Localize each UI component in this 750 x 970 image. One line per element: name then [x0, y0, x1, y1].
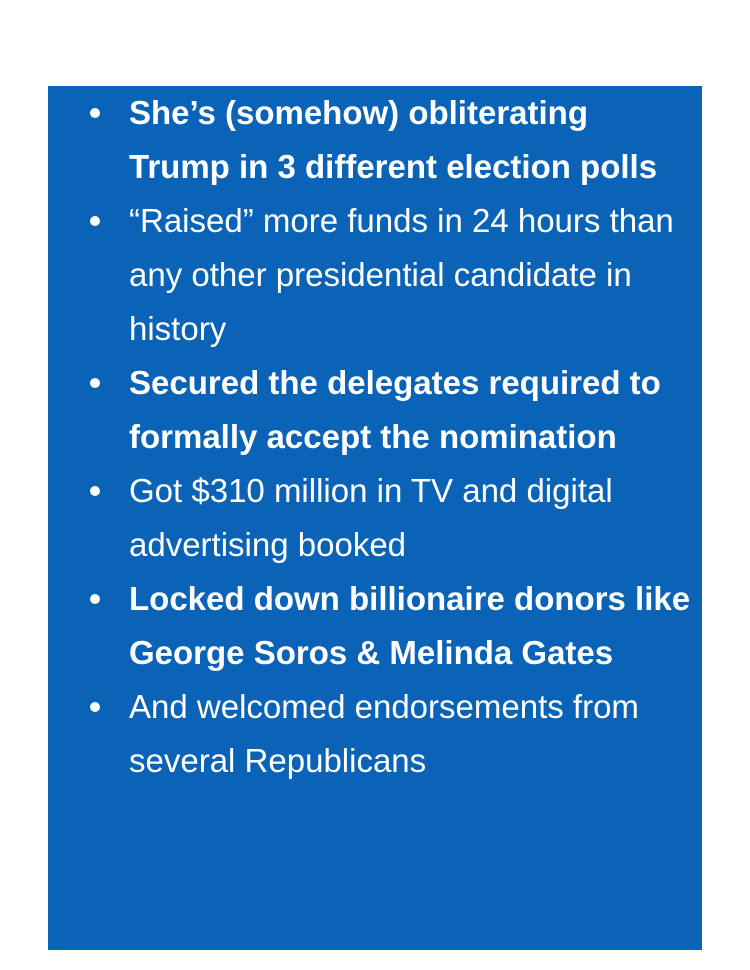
bullet-icon — [90, 594, 100, 604]
list-item — [48, 572, 702, 680]
list-item — [48, 356, 702, 464]
list-item-text: Locked down billionaire donors like George Soros & Melinda Gates — [129, 580, 691, 671]
list-item — [48, 464, 702, 572]
list-item — [48, 194, 702, 356]
list-item-text: Got $310 million in TV and digital advertising booked — [129, 472, 613, 563]
list-item-text: Secured the delegates required to formally accept the nomination — [129, 364, 661, 455]
list-item — [48, 86, 702, 194]
list-item-text: And welcomed endorsements from several Republicans — [129, 688, 639, 779]
list-item-text: She’s (somehow) obliterating Trump in 3 different election polls — [129, 94, 658, 185]
highlight-panel — [48, 86, 702, 950]
bullet-icon — [90, 378, 100, 388]
bullet-icon — [90, 108, 100, 118]
list-item — [48, 680, 702, 788]
bullet-list — [48, 86, 702, 788]
list-item-text: “Raised” more funds in 24 hours than any other presidential candidate in history — [129, 202, 674, 347]
bullet-icon — [90, 702, 100, 712]
bullet-icon — [90, 486, 100, 496]
bullet-icon — [90, 216, 100, 226]
